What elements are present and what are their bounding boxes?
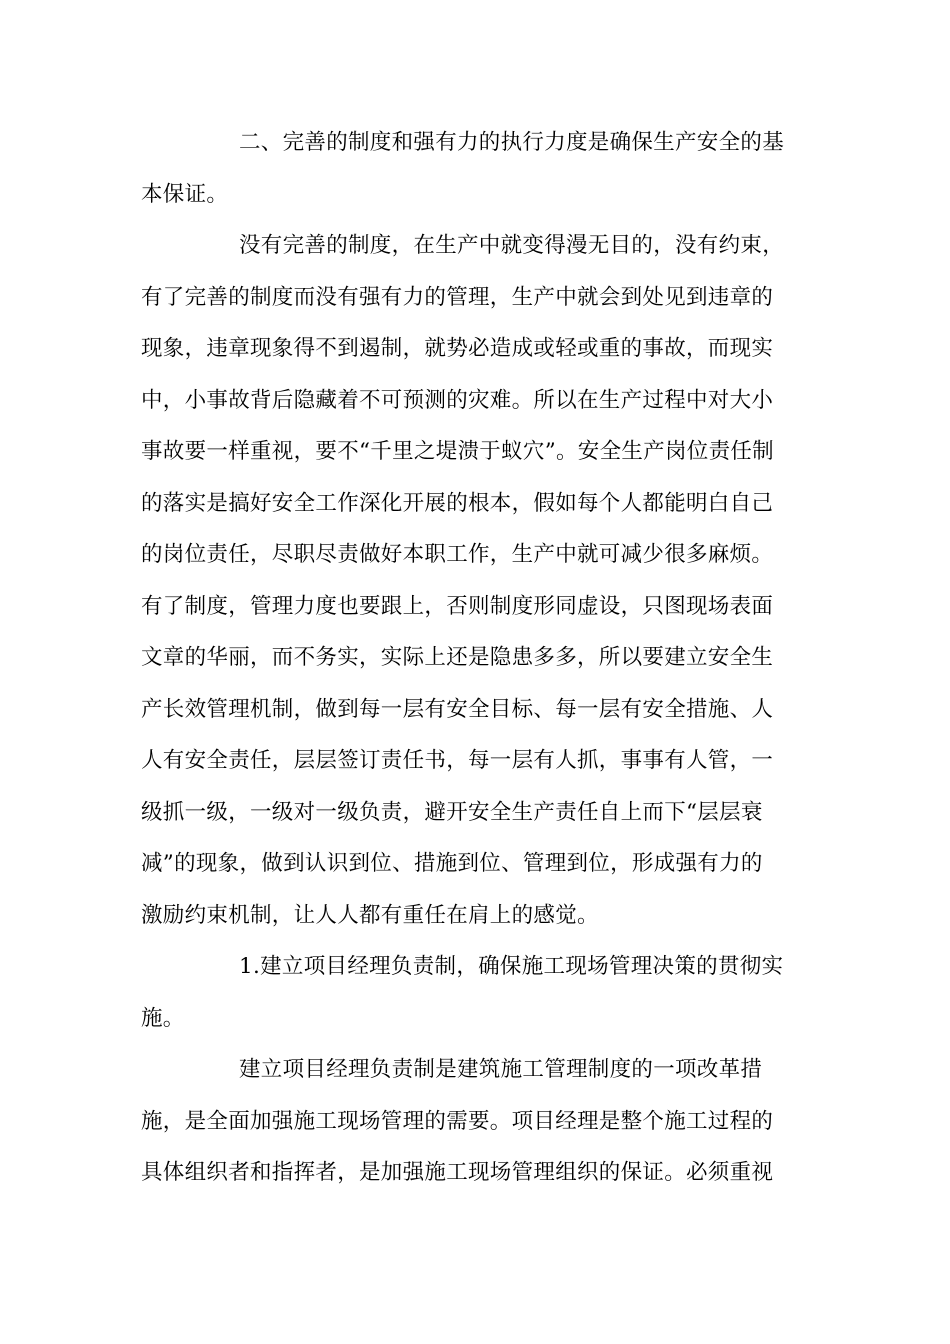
text-line: 事故要一样重视，要不“千里之堤溃于蚁穴”。安全生产岗位责任制 [141, 439, 774, 464]
text-line: 有了完善的制度而没有强有力的管理，生产中就会到处见到违章的 [141, 284, 774, 310]
text-line: 级抓一级，一级对一级负责，避开安全生产责任自上而下“层层衰 [141, 799, 763, 825]
text-line: 现象，违章现象得不到遏制，就势必造成或轻或重的事故，而现实 [141, 336, 774, 361]
text-line: 的落实是搞好安全工作深化开展的根本，假如每个人都能明白自己 [141, 490, 774, 516]
text-line: 人有安全责任，层层签订责任书，每一层有人抓，事事有人管，一 [141, 748, 774, 773]
text-line: 建立项目经理负责制是建筑施工管理制度的一项改革措 [239, 1057, 763, 1082]
body-paragraph [141, 1044, 801, 1199]
text-line: 减”的现象，做到认识到位、措施到位、管理到位，形成强有力的 [141, 851, 763, 876]
body-paragraph [141, 220, 801, 941]
text-line: 施，是全面加强施工现场管理的需要。项目经理是整个施工过程的 [141, 1108, 774, 1134]
text-line: 施。 [141, 1005, 185, 1031]
text-line: 的岗位责任，尽职尽责做好本职工作，生产中就可减少很多麻烦。 [141, 542, 774, 567]
subsection-heading [141, 941, 801, 1044]
text-line: 中，小事故背后隐藏着不可预测的灾难。所以在生产过程中对大小 [141, 387, 774, 413]
text-line: 激励约束机制，让人人都有重任在肩上的感觉。 [141, 902, 599, 928]
text-line: 具体组织者和指挥者，是加强施工现场管理组织的保证。必须重视 [141, 1160, 774, 1185]
text-line: 本保证。 [141, 181, 229, 207]
text-line: 没有完善的制度，在生产中就变得漫无目的，没有约束， [239, 233, 785, 258]
text-line: 1.建立项目经理负责制，确保施工现场管理决策的贯彻实 [239, 954, 784, 979]
text-line: 二、完善的制度和强有力的执行力度是确保生产安全的基 [239, 130, 785, 155]
text-line: 有了制度，管理力度也要跟上，否则制度形同虚设，只图现场表面 [141, 593, 774, 619]
document-body [141, 117, 801, 1199]
text-line: 文章的华丽，而不务实，实际上还是隐患多多，所以要建立安全生 [141, 645, 774, 670]
text-line: 产长效管理机制，做到每一层有安全目标、每一层有安全措施、人 [141, 696, 774, 722]
section-heading [141, 117, 801, 220]
